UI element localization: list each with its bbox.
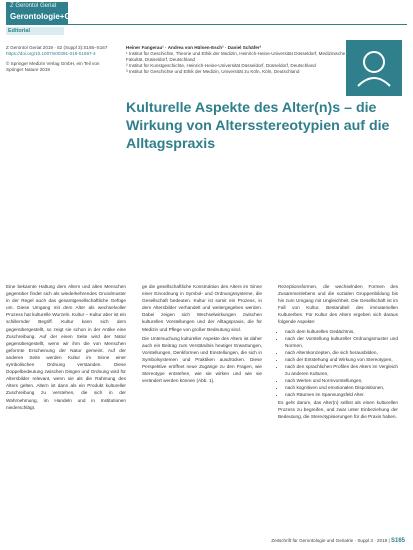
journal-logo-icon <box>346 40 402 96</box>
journal-name: Gerontologie+Geriatrie <box>10 12 98 21</box>
list-item: • nach dem kulturellen Gedächtnis, <box>285 328 398 335</box>
article-meta <box>6 45 118 73</box>
affiliation-item: ¹ Institut für Geschichte, Theorie und Ethik der Medizin, Heinrich-Heine-Universität Düsseldorf, Medizinische Fakultät, Düsseldorf, Deutschland <box>126 51 346 62</box>
paragraph: Eine bekannte Haltung dem Altern und alten Menschen gegenüber findet sich als wiederkehrendes Grundmuster in der Regel auch das gesamtgesellschaftliche Gefüge um. Diese Umgang mit dem Alter als wechselvoller Prozess hat kulturelle Wurzeln. Kultur – Kultur aber ist ein schillernder Begriff. Kultur kann sich dem gegenübergestellt, so zeigt sie schon in der Antike eine Zuschreibung. Auf der einen Seite wird der Natur gegenübergestellt, wenn wir ihm die von Menschen geformte Erscheinung der Natur gemeint. Auf der anderen Seite werden Kultur im Sinne einer symbolischen Ordnung verstanden. Diese Doppelbedeutung zwischen Dingen und Ordnung wird für Altersbilder relevant, wenn sie als die Rahmung des Alters gelten. Altern ist dann als ein Produkt kultureller Zuschreibung zu verstehen, die sich in der Wahrnehmung, im Handeln und in Institutionen niederschlägt. <box>6 284 126 410</box>
header-rule <box>6 24 407 25</box>
section-label: Editorial <box>6 27 64 35</box>
body-column-3 <box>278 283 398 422</box>
affiliations <box>126 45 346 75</box>
list-item: • nach den sprachlichen Profilen des Alters im Vergleich zu anderen Kulturen, <box>285 363 398 377</box>
footer-journal: Zeitschrift für Gerontologie und Geriatrie · Suppl 3 · 2019 <box>271 538 388 543</box>
list-item: • nach der Vorstellung kultureller Ordnungsmuster und Normen, <box>285 335 398 349</box>
journal-header <box>0 0 413 26</box>
body-column-2 <box>142 283 262 386</box>
paragraph: ge die gesellschaftliche Konstruktion des Alters im Sinne einer Einordnung in Symbol- und Ordnungssysteme, die Gesellschaft bedeuten. Kultur ist somit ein Prozess, in dem Altersbilder verhandelt und weitergegeben werden. Dabei zeigen sich Wechselwirkungen zwischen kulturellen Vorstellungen und der Alltagspraxis, die für Medizin und Pflege von großer Bedeutung sind. <box>142 284 262 332</box>
page-number: S165 <box>390 538 405 544</box>
list-item: • nach Alterskonzepten, die sich herausbilden, <box>285 349 398 356</box>
doi-link[interactable]: https://doi.org/10.1007/s00391-019-01597-4 <box>6 51 96 56</box>
aspects-list <box>278 328 398 399</box>
authors: Heiner Fangerau¹ · Andrea von Hülsen-Esch² · Daniel Schäfer³ <box>126 45 262 50</box>
list-item: • nach Räumen im Spannungsfeld Alter. <box>285 391 398 398</box>
paragraph: Rezeptionsformen, die wechselnden Formen des Zusammenlebens und die sozialen Gruppenbildung bis hin zum Umgang mit Ungleichheit. Die Gesellschaft ist im Fall von Kultur, Bestandteil des immateriellen Kulturerbes. Für Kultur des Alters ergeben sich daraus folgende Aspekte: <box>278 284 398 325</box>
page-footer: Zeitschrift für Gerontologie und Geriatrie · Suppl 3 · 2019 | S165 <box>271 538 405 544</box>
list-item: • nach Werten und Normvorstellungen, <box>285 377 398 384</box>
list-item: • nach der Entstehung und Wirkung von Stereotypen, <box>285 356 398 363</box>
affiliation-item: ² Institut für Kunstgeschichte, Heinrich-Heine-Universität Düsseldorf, Düsseldorf, Deutschland <box>126 63 316 68</box>
paragraph: Es geht darum, das Alter(n) selbst als einen kulturellen Prozess zu begreifen, und zwar unter Einbeziehung der Bedeutung, die Stereotypisierungen für die Praxis haben. <box>278 399 398 419</box>
body-column-1 <box>6 283 126 413</box>
article-title: Kulturelle Aspekte des Alter(n)s – die Wirkung von Altersstereotypien auf die Alltagspraxis <box>126 100 390 152</box>
copyright: © Springer Medizin Verlag GmbH, ein Teil von Springer Nature 2019 <box>6 61 100 72</box>
citation: Z Gerontol Geriat 2019 · 52 (Suppl 3):S165–S167 <box>6 45 108 50</box>
paragraph: Die Untersuchung kultureller Aspekte des Alters ist daher auch ein Beitrag zum Verständnis heutiger Erwartungen, Vorstellungen, Denkformen und Einstellungen, die sich in Symbolsystemen und Praktiken ausdrücken. Diese Perspektive eröffnet neue Zugänge zu den Fragen, wie Stereotype entstehen, wie sie wirken und wie sie verändert werden können (Abb. 1). <box>142 335 262 384</box>
affiliation-item: ³ Institut für Geschichte und Ethik der Medizin, Universität zu Köln, Köln, Deutschland <box>126 69 300 74</box>
list-item: • nach kognitiven und emotionalen Dispositionen, <box>285 384 398 391</box>
journal-abbrev: Z Gerontol Geriat <box>10 3 57 9</box>
